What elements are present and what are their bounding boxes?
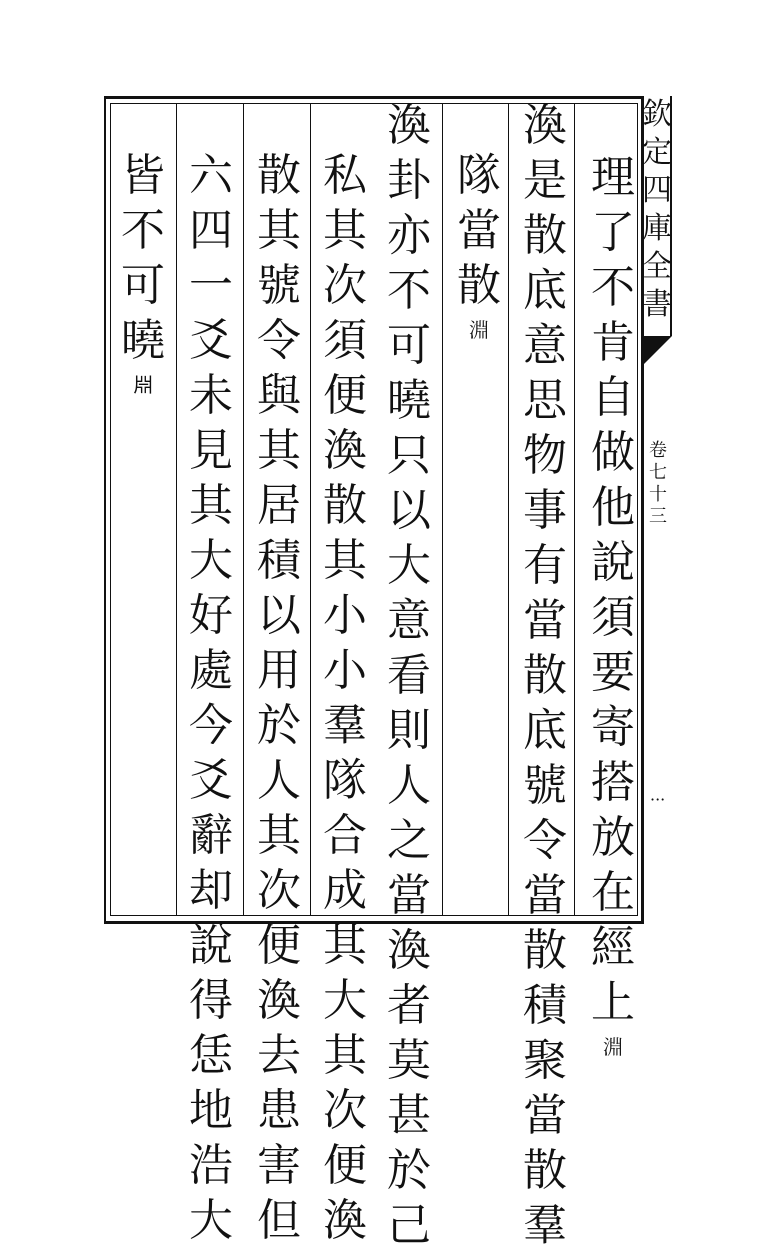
text-char: 當 bbox=[387, 870, 431, 921]
text-char: 積 bbox=[523, 980, 567, 1031]
margin-volume-char: 七 bbox=[649, 462, 667, 483]
text-char: 人 bbox=[257, 755, 301, 806]
text-char: 經 bbox=[591, 922, 635, 973]
text-char: 上 bbox=[591, 977, 635, 1028]
text-char: 小 bbox=[323, 590, 367, 641]
text-column-1 bbox=[584, 150, 642, 1059]
text-char: 渙 bbox=[387, 925, 431, 976]
text-column-8 bbox=[114, 148, 172, 948]
text-char: 見 bbox=[189, 425, 233, 476]
text-char: 次 bbox=[323, 1085, 367, 1136]
text-char: 一 bbox=[189, 260, 233, 311]
text-char: 其 bbox=[189, 480, 233, 531]
column-rule bbox=[508, 104, 509, 916]
text-char: 散 bbox=[523, 1145, 567, 1196]
text-char: 隊 bbox=[323, 755, 367, 806]
text-char: 其 bbox=[257, 810, 301, 861]
text-char: 渙 bbox=[323, 1195, 367, 1246]
text-char: 合 bbox=[323, 810, 367, 861]
text-char: 曉 bbox=[387, 375, 431, 426]
text-char: 地 bbox=[189, 1085, 233, 1136]
text-char: 患 bbox=[257, 1085, 301, 1136]
text-char: 去 bbox=[257, 1030, 301, 1081]
text-char: 放 bbox=[591, 812, 635, 863]
text-char: 便 bbox=[323, 370, 367, 421]
text-char: 須 bbox=[591, 592, 635, 643]
text-char: 之 bbox=[387, 815, 431, 866]
text-char: 次 bbox=[257, 865, 301, 916]
text-char: 散 bbox=[257, 150, 301, 201]
text-char: 羣 bbox=[323, 700, 367, 751]
text-char: 說 bbox=[189, 920, 233, 971]
text-char: 其 bbox=[257, 205, 301, 256]
text-char: 爻 bbox=[189, 315, 233, 366]
text-char: 己 bbox=[387, 1200, 431, 1251]
text-char: 好 bbox=[189, 590, 233, 641]
text-char: 私 bbox=[323, 150, 367, 201]
column-rule bbox=[310, 104, 311, 916]
text-char: 以 bbox=[387, 485, 431, 536]
text-char: 當 bbox=[523, 1090, 567, 1141]
margin-title-char: 欽 bbox=[642, 97, 672, 132]
text-char: 大 bbox=[387, 540, 431, 591]
text-char: 其 bbox=[323, 205, 367, 256]
text-char: 當 bbox=[523, 595, 567, 646]
text-char: 得 bbox=[189, 975, 233, 1026]
text-char: 散 bbox=[523, 210, 567, 261]
text-char: 渙 bbox=[523, 100, 567, 151]
text-char: 散 bbox=[523, 650, 567, 701]
text-char: 意 bbox=[523, 320, 567, 371]
text-char: 莫 bbox=[387, 1035, 431, 1086]
text-char: 但 bbox=[257, 1195, 301, 1246]
text-char: 次 bbox=[323, 260, 367, 311]
text-char: 聚 bbox=[523, 1035, 567, 1086]
text-char: 於 bbox=[387, 1145, 431, 1196]
text-char: 則 bbox=[387, 705, 431, 756]
text-column-6 bbox=[250, 148, 308, 1246]
margin-title-char: 庫 bbox=[642, 211, 672, 246]
text-column-3 bbox=[450, 148, 508, 948]
column-note: 淵 bbox=[469, 318, 489, 342]
text-char: 皆 bbox=[121, 150, 165, 201]
text-char: 可 bbox=[121, 260, 165, 311]
text-char: 自 bbox=[591, 372, 635, 423]
margin-title-char: 定 bbox=[642, 135, 672, 170]
text-char: 卦 bbox=[387, 155, 431, 206]
text-char: 散 bbox=[523, 925, 567, 976]
text-char: 却 bbox=[189, 865, 233, 916]
text-char: 事 bbox=[523, 485, 567, 536]
text-char: 只 bbox=[387, 430, 431, 481]
column-note: 淵 bbox=[603, 1035, 623, 1059]
text-column-7 bbox=[182, 148, 240, 1246]
margin-book-title bbox=[644, 96, 672, 336]
text-column-4 bbox=[380, 98, 438, 1251]
text-char: 四 bbox=[189, 205, 233, 256]
fishtail-mark bbox=[644, 336, 672, 364]
text-char: 不 bbox=[121, 205, 165, 256]
text-column-5 bbox=[316, 148, 374, 1246]
text-char: 當 bbox=[457, 205, 501, 256]
text-char: 處 bbox=[189, 645, 233, 696]
text-char: 亦 bbox=[387, 210, 431, 261]
text-char: 者 bbox=[387, 980, 431, 1031]
text-char: 隊 bbox=[457, 150, 501, 201]
text-char: 浩 bbox=[189, 1140, 233, 1191]
text-char: 當 bbox=[523, 870, 567, 921]
text-char: 思 bbox=[523, 375, 567, 426]
text-char: 以 bbox=[257, 590, 301, 641]
text-char: 號 bbox=[523, 760, 567, 811]
text-char: 用 bbox=[257, 645, 301, 696]
text-char: 理 bbox=[591, 152, 635, 203]
text-char: 渙 bbox=[257, 975, 301, 1026]
margin-title-char: 書 bbox=[642, 287, 672, 322]
text-char: 底 bbox=[523, 705, 567, 756]
text-char: 恁 bbox=[189, 1030, 233, 1081]
text-char: 看 bbox=[387, 650, 431, 701]
text-char: 成 bbox=[323, 865, 367, 916]
text-char: 小 bbox=[323, 645, 367, 696]
text-char: 人 bbox=[387, 760, 431, 811]
text-char: 散 bbox=[457, 260, 501, 311]
text-char: 其 bbox=[323, 920, 367, 971]
text-char: 爻 bbox=[189, 755, 233, 806]
text-char: 做 bbox=[591, 427, 635, 478]
text-char: 甚 bbox=[387, 1090, 431, 1141]
text-char: 寄 bbox=[591, 702, 635, 753]
text-char: 令 bbox=[257, 315, 301, 366]
text-char: 底 bbox=[523, 265, 567, 316]
text-char: 搭 bbox=[591, 757, 635, 808]
text-char: 散 bbox=[323, 480, 367, 531]
text-char: 可 bbox=[387, 320, 431, 371]
text-char: 積 bbox=[257, 535, 301, 586]
column-rule bbox=[243, 104, 244, 916]
margin-volume-char: 卷 bbox=[649, 440, 667, 461]
text-char: 令 bbox=[523, 815, 567, 866]
margin-title-char: 全 bbox=[642, 249, 672, 284]
text-char: 了 bbox=[591, 207, 635, 258]
text-char: 其 bbox=[323, 1030, 367, 1081]
text-char: 辭 bbox=[189, 810, 233, 861]
text-char: 大 bbox=[189, 535, 233, 586]
text-char: 號 bbox=[257, 260, 301, 311]
column-rule bbox=[574, 104, 575, 916]
text-char: 今 bbox=[189, 700, 233, 751]
text-char: 便 bbox=[323, 1140, 367, 1191]
text-char: 是 bbox=[523, 155, 567, 206]
text-char: 羣 bbox=[523, 1200, 567, 1251]
text-char: 說 bbox=[591, 537, 635, 588]
text-char: 他 bbox=[591, 482, 635, 533]
column-note: 𣶒 bbox=[133, 373, 153, 397]
text-char: 其 bbox=[257, 425, 301, 476]
text-char: 意 bbox=[387, 595, 431, 646]
text-char: 渙 bbox=[323, 425, 367, 476]
margin-volume-char: 十 bbox=[649, 484, 667, 505]
column-rule bbox=[176, 104, 177, 916]
text-column-2 bbox=[516, 98, 574, 1251]
margin-title-char: 四 bbox=[642, 173, 672, 208]
text-char: 與 bbox=[257, 370, 301, 421]
text-char: 便 bbox=[257, 920, 301, 971]
text-char: 有 bbox=[523, 540, 567, 591]
text-char: 須 bbox=[323, 315, 367, 366]
text-char: 害 bbox=[257, 1140, 301, 1191]
text-char: 肯 bbox=[591, 317, 635, 368]
margin-volume-char: 三 bbox=[649, 506, 667, 527]
margin-dots: ··· bbox=[650, 790, 666, 809]
text-char: 渙 bbox=[387, 100, 431, 151]
margin-volume-number bbox=[646, 440, 670, 528]
column-rule bbox=[442, 104, 443, 916]
text-char: 六 bbox=[189, 150, 233, 201]
text-char: 曉 bbox=[121, 315, 165, 366]
text-char: 未 bbox=[189, 370, 233, 421]
text-char: 不 bbox=[387, 265, 431, 316]
text-char: 於 bbox=[257, 700, 301, 751]
text-char: 在 bbox=[591, 867, 635, 918]
text-char: 其 bbox=[323, 535, 367, 586]
text-char: 要 bbox=[591, 647, 635, 698]
text-char: 物 bbox=[523, 430, 567, 481]
text-char: 不 bbox=[591, 262, 635, 313]
text-char: 居 bbox=[257, 480, 301, 531]
text-char: 大 bbox=[189, 1195, 233, 1246]
text-char: 大 bbox=[323, 975, 367, 1026]
